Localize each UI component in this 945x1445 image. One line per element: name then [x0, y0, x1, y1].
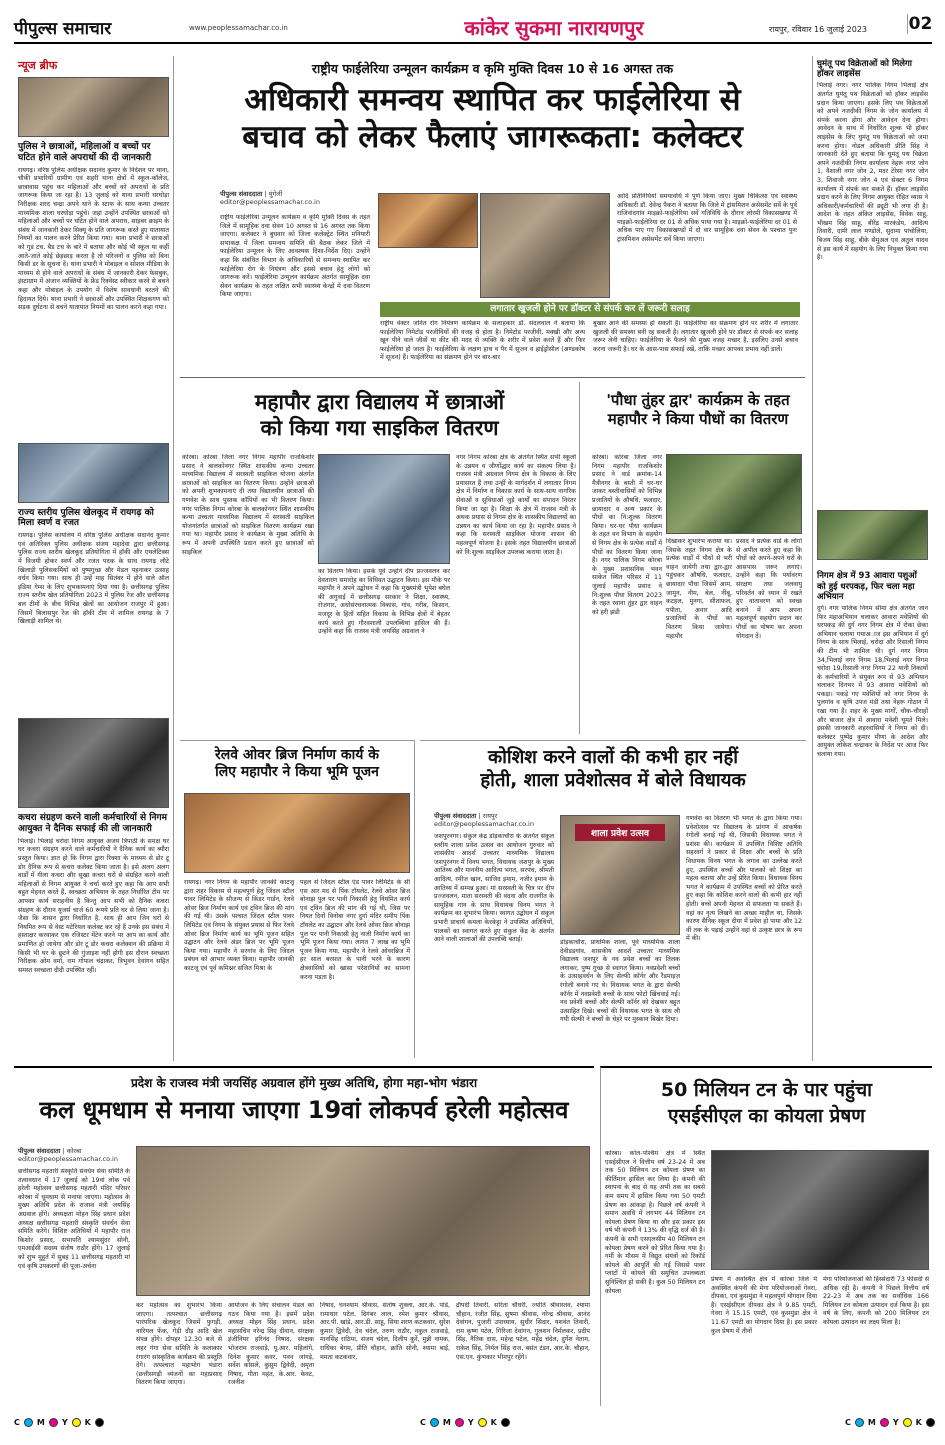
cmyk-y3: Y [892, 1418, 899, 1427]
right-photo-1 [817, 510, 928, 560]
lead-col1: राष्ट्रीय फाईलेरिया उन्मूलन कार्यक्रम व कृमि मुक्ति दिवस के तहत जिले में सामूहिक दवा सेवन 10 अगस्त से 16 अगस्त तक किया जाएगा। कलेक्टर ने बुधवार को जिला कलेक्ट्रेट स्थित मनियारी सभाकक्ष में जिला समन्वय समिति की बैठक लेकर जिले में फाईलेरिया उन्मूलन के लिए आवश्यक दिशा-निर्देश दिए। उन्होंने कहा कि संबंधित विभाग के अधिकारियों से समन्वय स्थापित कर फाईलेरिया रोग के नियंत्रण और इससे बचाव हेतु लोगों को जागरूक करें। फाईलेरिया उन्मूलन कार्यक्रम अंतर्गत सामूहिक दवा सेवन कार्यक्रम के तहत लक्षित सभी स्वास्थ्य केन्द्रों में दवा वितरण किया जाएगा। [220, 214, 370, 299]
cmyk-dot-y [72, 1418, 81, 1427]
story6-byline-email: editor@peoplessamachar.co.in [18, 1155, 118, 1163]
cmyk-dot-k [95, 1418, 104, 1427]
story7-col2: प्रेषण में अवस्थित क्षेत्र में कोरबा जिले में अवस्थित कंपनी की मेगा परियोजनाओं गेवरा, दीपका, एवं कुसमुंडा ने महत्वपूर्ण योगदान दिया है। एसईसीएल दीपका क्षेत्र ने 9.85 एमटी, गेवरा ने 15.15 एमटी, एवं कुसमुंडा क्षेत्र ने 11.67 एमटी का योगदान दिया है। इस प्रकार कुल प्रेषण में तीनों [711, 1276, 817, 1335]
story6-col3: आयोजन के लिए संचालन मंडल का गठन किया गया है। इसमें प्रदेश अध्यक्ष मोहन सिंह प्रधान, प्रदेश महासचिव नरेन्द्र सिंह दीवान, संरक्षक इंजीनियर हरिनंद निषाद, संरक्षक भोजराम राजवाड़े, यू.आर. महिलांगे, दिनेश कुमार कवर, पवन जांगड़े, सर्वेश कोसले, कुसुम द्विवेदी, अमृता निषाद, गीता महंत, के.आर. केवट, रजनीश [228, 1302, 314, 1387]
story5-byline: पीपुल्स संवाददाता | रायपुर editor@peoplessamachar.co.in [434, 811, 564, 828]
story7-headline-line1: 50 मिलियन टन के पार पहुंचा [660, 1079, 873, 1101]
cmyk-dot-c2 [430, 1418, 439, 1427]
story5-byline-name: पीपुल्स संवाददाता [434, 812, 477, 820]
story5-byline-email: editor@peoplessamachar.co.in [434, 820, 534, 828]
cmyk-dot-y2 [478, 1418, 487, 1427]
story3-headline-line1: 'पौधा तुंहर द्वार' कार्यक्रम के तहत [606, 391, 790, 409]
story2-col2: का वितरण किया। इसके पूर्व उन्होंने दीप प्रज्जवलन कर देवतारण समारोह का विधिवत उद्घाटन किया। इस मौके पर महापौर ने अपने उद्बोधन में कहा कि मुख्यमंत्री भूपेश बघेल की अगुवाई में छत्तीसगढ़ सरकार ने शिक्षा, स्वास्थ्य, रोजगार, अधोसंरचनात्मक विकास, गांव, गरीब, किसान, मजदूर के हितों सहित विकास के विभिन्न क्षेत्रों में बेहतर कार्य करते हुए गौरवशाली उपलब्धियां हासिल की हैं। उन्होंने कहा कि राजस्व मंत्री जयसिंह अग्रवाल ने [318, 568, 450, 636]
story7-col3: मेगा परियोजनाओं की हिस्सेदारी 73 फीसदी से अधिक रही है। कंपनी ने पिछले वित्तीय वर्ष 22-23 में अब तक का सर्वाधिक 166 मिलियन टन कोयला उत्पादन दर्ज किया है। इस वर्ष के लिए, कंपनी को 200 मिलियन टन कोयला उत्पादन का लक्ष्य मिला है। [823, 1276, 929, 1326]
cmyk-dot-k3 [926, 1418, 935, 1427]
story5-banner: शाला प्रवेश उत्सव [575, 824, 665, 841]
story6-col4: निषाद, घनश्याम श्रीवास, संतोष शुक्ला, आर.के. पांडे, रामाधार पटेल, दिगंबर लाल, रमेश कुमार श्रीवास, आर.पी. खांडे, आर.डी. साहू, सिया शरण कटकवार, सुरेश कुमार द्विवेदी, देव चंदेल, तरुण राठौर, नकुल राजवाड़े, मानसिंह राठिया, संजय चंदेल, दिलीप कुर्रे, मुन्नी नायक, राधिका बेगम, प्रीति चौहान, क्रांति सोनी, श्यामा बाई, ममता कटकवार, [320, 1302, 450, 1361]
story7-photo [711, 1150, 929, 1270]
right-item1-body: भिलाई नगर। नगर पालिक निगम भिलाई क्षेत्र अंतर्गत घुमंतू पथ विक्रेताओं को हॉकर लाइसेंस प्रदान किया जाएगा। इसके लिए पथ विक्रेताओं को अपने नजदीकी निगम के जोन कार्यालय में संपर्क करना होगा और आवेदन देना होगा। आवेदन के साथ में निर्धारित शुल्क भी हॉकर लाइसेंस के लिए घुमंतू पथ विक्रेताओं को जमा करना होगा। नोडल अधिकारी प्रीति सिंह ने जानकारी देते हुए बताया कि घुमंतू पथ विक्रेता अपने नजदीकी निगम कार्यालय नेहरू नगर जोन 1, वैशाली नगर जोन 2, मदर टेरेसा नगर जोन 3, शिवाजी नगर जोन 4 एवं सेक्टर 6 निगम कार्यालय में संपर्क कर सकते हैं। हॉकर लाइसेंस प्रदान करने के लिए निगम आयुक्त रोहित व्यास ने अधिकारी/कर्मचारियों की ड्यूटी भी लगा दी है। आदेश के तहत अंकित लाइसेंस, विवेक साहू, भीखम सिंह साहू, बीरेंद्र मारकंडेय, आदित्य तिवारी, दामी लाल मण्डोले, सुदामा पांचोलिया, बिजय सिंह साहू, बीके सेमुअल एवं अतुल यादव से इस कार्य में सहयोग के लिए नियुक्त किया गया है। [817, 82, 928, 262]
story5-col3: गणवेश का वितरण भी भगत के द्वारा किया गया। प्रवेशोत्सव पर विद्यालय के प्रांगण में आकर्षक रंगोली बनाई गई थी, जिसकी विधायक भगत ने प्रशंसा की। कार्यक्रम में उपस्थित विशिष्ट अतिथि सहरवर्ग ने प्रकार से शिक्षा और बच्चों के प्रति विधायक विनय भगत के लगाव का उल्लेख करते हुए, उपस्थित बच्चों और पालकों को शिक्षा का महत्व बताया और उन्हें प्रेरित किया। विधायक विनय भगत ने कार्यक्रम में उपस्थित बच्चों को प्रेरित करते हुए कहा कि कोशिश करने वालों की कभी हार नहीं होती। बच्चे अपनी मेहनत से सफलता पा सकते हैं। वहां का नृत्य लिखने का अच्छा माहौल था, जिसके कारण सैनिक स्कूल दीया में प्रवेश हो पाया और 12 वीं तक के पढ़ाई उन्होंने वहां से उत्कृष्ट छात्र के रूप में की। [686, 815, 802, 943]
story5-col2: डोड़काचौरा, प्राथमिक शाला, पूर्व माध्यमिक शाला देवीडडगांव, शासकीय आदर्श उच्चतर माध्यमिक विद्यालय जशपुर के नव प्रवेश बच्चों का तिलक लगाकर, पुष्प गुच्छ से स्वागत किया। नवप्रवेशी बच्चों के उत्साहवर्धन के लिए सेल्फी कॉर्नर और रैंडमाइज़ रंगोली बनाये गए थे। विधायक भगत के द्वारा सेल्फी कॉर्नर में नवप्रवेशी बच्चों के साथ फोटो खिंचवाई गई। नव प्रवेशी बच्चों और सेल्फी कॉर्नर को देखकर बहुत उत्साहित दिखे। बच्चों की विधायक भगत के साथ ली गयी सेल्फी ने बच्चों के चेहरे पर मुस्कान बिखेर दिया। [560, 939, 680, 1024]
story5-col1: जशपुरनगर। संकुल केंद्र डोड़काचौरा के अंतर्गत संकुल स्तरीय शाला प्रवेश उत्सव का आयोजन गुरुवार को शासकीय आदर्श उच्चतर माध्यमिक विद्यालय जशपुरनगर में विनय भगत, विधायक जशपुर के मुख्य आतिथ्य और माननीय आदित्य भगत, सरपंच, श्रीमती आदित्य, रमीज खान, साजिद इमाम, नजीर इमाम के आतिथ्य में सम्पन्न हुआ। मां सरस्वती के चित्र पर दीप प्रज्जवलन, माता सरस्वती की वंदना और राजगीत के सामूहिक गान के साथ विधायक विनय भगत ने कार्यक्रम का शुभारंभ किया। स्वागत उद्बोधन में संकुल प्रभारी प्राचार्य कमला केरकेट्टा ने उपस्थित अतिथियों, पालकों का स्वागत करते हुए संकुल केंद्र के अंतर्गत आने वाली शालाओं की उपलब्धि बताई। [434, 833, 554, 944]
story5-byline-place: रायपुर [482, 812, 498, 820]
right-item1-headline: घुमंतू पथ विक्रेताओं को मिलेगा हॉकर लाइसेंस [817, 59, 913, 80]
story2-col3: नगर निगम कोरबा क्षेत्र के अंतर्गत स्थित सभी स्कूलों के उन्नयन व जीर्णोद्धार कार्य का संकल्प लिया है। राजस्व मंत्री अग्रवाल निगम क्षेत्र के विकास के लिए प्रयासरत हैं तथा उन्हीं के मार्गदर्शन में लगातार निगम क्षेत्र में निर्माण व विकास कार्य के साथ-साथ नागरिक सेवाओं व सुविधाओं जुड़े कार्यों का संपादन निरंतर किया जा रहा है। शिक्षा के क्षेत्र में राजस्व मंत्री के अथक प्रयास से निगम क्षेत्र के शासकीय विद्यालयों का उन्नयन का कार्य किया जा रहा है। महापौर प्रसाद ने कहा कि सरस्वती साइकिल योजना शासन की महत्वपूर्ण योजना है। इसके तहत विद्यालयीन छात्राओं को नि:शुल्क साइकिल उपलब्ध कराया जाता है। [456, 454, 576, 556]
story-railway-bridge [180, 740, 415, 1058]
story3-col1: कोरबा। कोरबा जिला नगर निगम महापौर राजकिशोर प्रसाद ने वार्ड क्रमांक-14 मैत्रीनगर के बस्ती में घर-घर जाकर बस्तीवासियों को विभिन्न प्रजातियों के औषधि, फलदार, छायादार व अन्य प्रकार के पौधों का नि:शुल्क वितरण किया। घर-घर पौधा कार्यक्रम के तहत वन विभाग के सहयोग से निगम क्षेत्र के प्रत्येक वार्डों में पौधों का वितरण किया जाना है। नगर पालिक निगम कोरबा के मुख्य प्रशासनिक भवन साकेत स्थित परिसर में 11 जुलाई महापौर प्रसाद ने नि:शुल्क पौधा वितरण 2023 के तहत रवाना तुंहर द्वार वाहन को हरी झंडी [592, 454, 662, 616]
story4-photo [184, 793, 410, 873]
cmyk-k2: K [490, 1418, 497, 1427]
news-brief-column [14, 56, 174, 1061]
story6-headline: कल धूमधाम से मनाया जाएगा 19वां लोकपर्व हरेली महोत्सव [39, 1096, 569, 1124]
right-item2-headline: निगम क्षेत्र में 93 आवारा पशुओं को हुई धरपकड़, फिर चला महा अभियान [817, 571, 917, 602]
page-number: 02 [908, 14, 933, 34]
story4-col2: पहल से जिंदल स्टील एंड पावर लिमिटेड के सी एस आर मद से पिंक टॉयलेट, रेलवे ओवर ब्रिज बोनाझ पुल पर पानी निकासी हेतु नियमित कार्य एवं ट्विन ब्रिज की मांग की गई थी, जिस पर नियत दिनों विनोबा नगर दुर्गा मंदिर समीप पिंक टॉयलेट का उद्घाटन और रेलवे ओवर ब्रिज बोनाझ पुल पर पानी निकासी हेतु नाली निर्माण कार्य का भूमि पूजन किया गया। लागत 7 लाख का भूमि पूजन किया गया, महापौर ने रेलवे ओवरब्रिज में हर साल बरसात के पानी भरने के कारण क्षेत्रवासियों को खासा परेशानियों का सामना करना पड़ता है। [300, 879, 410, 981]
brief-item3-body: भिलाई। भिलाई चरोदा निगम आयुक्त अजय त्रिपाठी के समक्ष घर घर कचरा संग्रहण करने वाले कर्मचारियों ने दैनिक कार्य का ब्यौरा प्रस्तुत किया। ज्ञात हो कि निगम द्वारा रिक्शा के माध्यम से डोर टू डोर दैनिक रूप से कचरा कलेक्ट किया जाता है। इसे अलग अलग वार्डों में गीला कचरा और सूखा कचरा घरों से संग्रहित करने वाली महिलाओं से निगम आयुक्त ने चर्चा करते हुए कहा कि आप सभी बहुत मेहनत करते हैं, स्वच्छता अभियान के तहत निर्धारित टीम पर आपका कार्य सराहनीय है किन्तु आप सभी को दैनिक कचरा संग्रहण के दौरान यूजर्स चार्ज 60 रूपये प्रति घर से लिया जाना है। जैसा कि शासन द्वारा निर्धारित है, साथ ही आप जिन घरों से नियमित रूप से वेस्ट मटेरियल कलेक्ट कर रहे हैं उनके इस संबंध में हस्ताक्षर करवाकर एक रजिस्टर मेंटेन करने पर आप का कार्य और प्रमाणित हो जायेगा और डोर टू डोर कचरा कलेक्शन की प्रक्रिया में किसी भी घर के छूटने की गुंजाइश नहीं होगी इस दौरान स्वच्छता निरीक्षक ओम वर्मा, राम गोपाल चंद्राकर, त्रिभुवन देवांगन सहित समस्त स्वच्छता दीदी उपस्थित रहीं। [18, 837, 169, 974]
cmyk-k: K [84, 1418, 91, 1427]
cmyk-y2: Y [467, 1418, 474, 1427]
story6-col1: छत्तीसगढ़ महतारी संस्कृति संवर्धन सेवा समिति के तत्वावधान में 17 जुलाई को 19वां लोक पर्व हरेली महोत्सव छत्तीसगढ़ महतारी मंदिर परिसर कोरबा में धूमधाम से मनाया जाएगा। महोत्सव के मुख्य अतिथि प्रदेश के राजस्व मंत्री जयसिंह अग्रवाल होंगे। अध्यक्षता मोहन सिंह प्रधान प्रदेश अध्यक्ष छत्तीसगढ़ महतारी संस्कृति संवर्धन सेवा समिति करेंगे। विशिष्ट अतिथियों में महापौर राज किशोर प्रसाद, सभापति श्यामसुंदर सोनी, एमआईसी सदस्य संतोष राठौर होंगे। 17 जुलाई को शुभ मुहूर्त में सुबह 11 छत्तीसगढ़ महतारी मां एवं कृषि उपकरणों की पूजा-अर्चना [18, 1168, 130, 1270]
story2-col1: कोरबा। कोरबा जिला नगर निगम महापौर राजकिशोर प्रसाद ने बालकोनगर स्थित शासकीय कन्या उच्चतर माध्यमिक विद्यालय में सरस्वती साइकिल योजना अंतर्गत छात्राओं को साइकिल का वितरण किया। उन्होंने छात्राओं को अपनी शुभकामनाएं दी तथा विद्यालयीन छात्राओं की गणवेश के साथ पुस्तक कॉपियों का भी वितरण किया। नगर पालिक निगम कोरबा के बालकोनगर स्थित शासकीय कन्या उच्चतर माध्यमिक विद्यालय में सरस्वती साइकिल योजनांतर्गत छात्राओं को साइकिल वितरण कार्यक्रम रखा गया था। महापौर प्रसाद ने कार्यक्रम के मुख्य अतिथि के रूप में अपनी उपस्थिति प्रदान करते हुए छात्राओं को साइकिल [182, 454, 314, 556]
story2-photo [318, 454, 450, 564]
story3-col2: दिखाकर शुभारंभ कराया था। जिसके तहत निगम क्षेत्र के प्रत्येक वार्डों में पौधों से भरी वाहन जायेगी तथा द्वार-द्वार पहुंचकर औषधि, फलदार, छायादार पौधा जिसमें आम, जामुन, नीम, बेल, नींबू, कटहल, मुनगा, सीताफल, पपीता, अनार आदि प्रजातियों के पौधों का वितरण किया जायेगा। महापौर [666, 538, 732, 640]
lead-headline-line1: अधिकारी समन्वय स्थापित कर फाईलेरिया से [244, 82, 741, 118]
lead-byline-place: मुंगेली [268, 190, 283, 198]
cmyk-marks-left [14, 1418, 104, 1427]
cmyk-dot-k2 [501, 1418, 510, 1427]
story6-kicker: प्रदेश के राजस्व मंत्री जयसिंह अग्रवाल होंगे मुख्य अतिथि, होगा महा-भोग भंडारा [130, 1076, 478, 1090]
brief-item3-headline: कचरा संग्रहण करने वाली कर्मचारियों से निगम आयुक्त ने दैनिक सफाई की ली जानकारी [18, 813, 168, 834]
story6-byline-place: कोरबा [66, 1147, 82, 1155]
cmyk-dot-c [24, 1418, 33, 1427]
cmyk-m3: M [867, 1418, 876, 1427]
story-cycle-distribution [180, 382, 580, 734]
lead-byline: पीपुल्स संवाददाता | मुंगेली editor@peoplessamachar.co.in [220, 189, 370, 206]
story-school-entry [420, 740, 806, 1058]
lead-sub-col2: बुखार आने की समस्या हो सकती है। फाईलेरिया का संक्रमण होने पर शरीर में लगातार खुजली की समस्या बनी रह सकती है। लगातार खुजली होने पर डॉक्टर से संपर्क कर सलाह जरूर लेनी चाहिए। फाईलेरिया के फैलने की मुख्य वजह मच्छर है, इसलिए उनसे बचाव करना जरूरी है। घर के आस-पास सफाई रखें, ताकि मच्छर आपका प्रभाव नहीं डालें। [593, 320, 798, 353]
cmyk-c2: C [420, 1418, 426, 1427]
right-item2-body: दुर्ग। नगर पालिक निगम सीमा क्षेत्र अंतर्गत जान फिर महाअभियान चलाकर आवारा मवेशियों की धरपकड़ की दुर्ग नगर निगम क्षेत्र में रोका छेका अभियान चलाया गयाअाज इस अभियान में दुर्ग निगम के साथ भिलाई, चरोदा और रिसाली निगम की टीम भी शामिल थी। दुर्ग नगर निगम 34,भिलाई नगर निगम 18,भिलाई नगर निगम चरोदा 19,रिसाली नगर निगम 22 यानी निकायों के कर्मचारियों ने संयुक्त रूप से 93 अभियान चलाकर दिनभर में 93 आवारा मवेशियों को पकड़ा। पकड़े गए मवेशियों को नगर निगम के पुलगांव व कृषि उपज मंडी तथा नेहरू गोठान में रखा गया है। शहर के मुख्य मार्गों, चौक-चौराहों और बाजार क्षेत्र में आवारा मवेशी घूमते मिले। इसकी जानकारी शहरवासियों ने निगम को दी। कलेक्टर पुष्पेंद्र कुमार मीणा के आदेश और आयुक्त लोकेश चन्द्राकर के निर्देश पर आज फिर चलाया गया। [817, 604, 928, 759]
story2-headline-line2: को किया गया साइकिल वितरण [260, 416, 499, 441]
story-secl-coal [600, 1066, 932, 1406]
story-hareli-festival [14, 1066, 594, 1406]
cmyk-c3: C [845, 1418, 851, 1427]
story5-photo [560, 815, 680, 935]
lead-headline-line2: बचाव को लेकर फैलाएं जागरूकता: कलेक्टर [242, 118, 743, 155]
brief-item1-body: रायगढ़। वरिष्ठ पुलिस अधीक्षक सदानंद कुमार के निर्देशन पर थाना, चौकी प्रभारियों ग्रामीण एवं शहरी थाना क्षेत्रों में स्कूल-कॉलेज, छात्रावास पहुंच कर महिलाओं और बच्चों को अपराधों के प्रति जागरूक किया जा रहा है। 13 जुलाई को थाना प्रभारी घरघोड़ा निरीक्षक शरद चन्द्रा अपने थाने के स्टाफ के साथ कन्या उच्चतर माध्यमिक शाला घरघोड़ा पहुंचे। जहां उन्होंने उपस्थित छात्राओं को महिलाओं और बच्चों पर घटित होने वाले अपराध, साइबर क्राइम के संबंध में जानकारी देकर सिक्यू के प्रति जागरूक करते हुए यातायात नियमों का पालन करने प्रेरित किया गया। थाना प्रभारी ने छात्राओं को गुड टच, बैड टच के बारे में बताया और कोई भी स्कूल या कहीं आते-जाते कोई छेड़छाड़ करता है तो परिजनों व पुलिस को बिना किसी डर के सूचना दें। थाना प्रभारी ने मोबाइल व सोशल मीडिया के माध्यम से होने वाले अपराधों के संबंध में जानकारी देकर फेसबुक, इंस्टाग्राम में अंजान व्यक्तियों के फ्रेंड रिक्वेस्ट स्वीकार करने से बचने कहा और मोबाइल के उपयोग में विशेष सावधानी बरतने की हिदायत दिये। थाना प्रभारी ने छात्राओं और उपस्थित शिक्षकगण को सड़क दुर्घटना से बचने यातायात नियमों का पालन करने कहा गया। [18, 166, 169, 312]
cmyk-dot-m [49, 1418, 58, 1427]
cmyk-dot-m3 [880, 1418, 889, 1427]
news-brief-tag: न्यूज ब्रीफ [18, 59, 58, 72]
cmyk-marks-right [845, 1418, 935, 1427]
newspaper-logo [14, 16, 184, 42]
logo-text: पीपुल्स समाचार [14, 19, 112, 39]
story3-photo [666, 454, 802, 534]
lead-photo-1 [378, 193, 478, 248]
story6-col2: कर महोत्सव का शुभारंभ किया जाएगा। तत्पश्चात छत्तीसगढ़ पारंपरिक खेलकूद जिसमें फुगड़ी, नारियल फेंक, गेड़ी दौड़ आदि खेल संपन्न होंगे। दोपहर 12.30 बजे से लहर गंगा सेवा समिति के कलाकार रंगारंग सांस्कृतिक कार्यक्रम की प्रस्तुति देंगे। तत्पश्चात महाभोग भंडारा (छत्तीसगढ़ी व्यंजनों का महाप्रसाद वितरण किया जाएगा। [136, 1302, 222, 1387]
story4-headline-line1: रेलवे ओवर ब्रिज निर्माण कार्य के [215, 747, 379, 763]
website-url: www.peoplessamachar.co.in [189, 24, 288, 32]
cmyk-m: M [36, 1418, 45, 1427]
story4-headline-line2: लिए महापौर ने किया भूमि पूजन [215, 764, 379, 781]
lead-byline-email: editor@peoplessamachar.co.in [220, 198, 320, 206]
story2-headline-line1: महापौर द्वारा विद्यालय में छात्राओं [254, 390, 505, 414]
brief-photo-3 [18, 718, 169, 808]
cmyk-marks-center [420, 1418, 510, 1427]
cmyk-k3: K [915, 1418, 922, 1427]
cmyk-m2: M [442, 1418, 451, 1427]
story5-headline-line2: होती, शाला प्रवेशोत्सव में बोले विधायक [480, 770, 746, 792]
lead-story [180, 56, 805, 378]
story-plant-distribution [590, 382, 806, 734]
edition-title [394, 14, 714, 41]
brief-item2-headline: राज्य स्तरीय पुलिस खेलकूद में रायगढ़ को मिला स्वर्ण व रजत [18, 507, 154, 529]
story3-col3: प्रसाद ने प्रत्येक वार्ड के लोगों से अपील करते हुए कहा कि पौधों को अपने-अपने घरों के आसपास जरूर लगाएं। उन्होंने कहा कि पर्यावरण संरक्षण तथा जलवायु परिवर्तन को ध्यान में रखते हुए वातावरण को स्वच्छ बनाने में आप अपना महत्वपूर्ण सहयोग प्रदान कर पौधों का पोषण कर अपना योगदान दें। [736, 538, 802, 640]
lead-col2: आदि प्रतिनिधियों समयावधि में पूर्ण किया जाए। मुख्य चिकित्सा एवं स्वास्थ्य अधिकारी डॉ. देवेन्द्र पैकरा ने बताया कि जिले में ट्रांसमिशन असेसमेंट सर्वे के पूर्व राजिनांदगांव माइक्रो-फाईलेरिया सर्वे गतिविधि के दौरान लोरमी विकासखण्ड में माइक्रो-फाईलेरिया दर 01 से अधिक पाया गया है। माइक्रो-फाईलेरिया दर 01 से अधिक पाए गए विकासखण्डों में दो वार सामूहिक दवा सेवन के पश्चात पुनः ट्रांसमिशन असेसमेंट सर्वे किया जाएगा। [617, 193, 797, 243]
cmyk-dot-m2 [455, 1418, 464, 1427]
story7-headline-line2: एसईसीएल का कोयला प्रेषण [667, 1104, 866, 1127]
brief-item1-headline: पुलिस ने छात्राओं, महिलाओं व बच्चों पर घटित होने वाले अपराधों की दी जानकारी [18, 142, 152, 163]
cmyk-dot-c3 [855, 1418, 864, 1427]
story6-byline: पीपुल्स संवाददाता | कोरबा editor@peoplessamachar.co.in [18, 1146, 136, 1163]
lead-sub-col1: राष्ट्रीय वेक्टर जनित रोग नियंत्रण कार्यक्रम के सलाहकार डॉ. संदलवाल ने बताया कि फाईलेरिया निमेटोड परजीवियों की वजह से होता है। निमेटोड परजीवी, मक्खी और अन्य खून पीने वाले जीवों या कीट की मदद से व्यक्ति के शरीर में प्रवेश करते हैं और फिर फाईलेरिया हो जाता है। फाईलेरिया के लक्षण हाथ व पैर में सूजन व हाईड्रोसील (अण्डकोष में सूजन) हैं। फाईलेरिया का संक्रमण होने पर बार-बार [380, 320, 585, 362]
story6-byline-name: पीपुल्स संवाददाता [18, 1147, 61, 1155]
lead-kicker: राष्ट्रीय फाईलेरिया उन्मूलन कार्यक्रम व कृमि मुक्ति दिवस 10 से 16 अगस्त तक [311, 61, 674, 76]
story7-col1: कोरबा। कोल-पश्चिम क्षेत्र में स्थित एसईसीएल ने वित्तीय वर्ष 23-24 में अब तक 50 मिलियन टन कोयला प्रेषण का कीर्तिमान हासिल कर लिया है। कंपनी की स्थापना के बाद से यह अभी तक का सबसे कम समय में हासिल किया गया 50 एमटी प्रेषण का आंकड़ा है। पिछले वर्ष कंपनी ने समान अवधि में लगभग 44 मिलियन टन कोयला प्रेषण किया था और इस प्रकार इस वर्ष भी कंपनी ने 13% की वृद्धि दर्ज की है। कंपनी के सभी एसएलसीम 40 मिलियन टन कोयला प्रेषण करने को प्रेरित किया गया है। गर्मी के मौसम में विद्युत संयंत्रों को रिकॉर्ड कोयले की आपूर्ति की गई जिससे पावर प्लांटों में कोयले की समुचित उपलब्धता सुनिश्चित हो सकी है। कुल 50 मिलियन टन कोयला [605, 1150, 705, 1295]
edition-title-text: कांकेर सुकमा नारायणपुर [464, 16, 644, 40]
story6-group-photo [136, 1146, 590, 1296]
brief-photo-2 [18, 443, 169, 503]
cmyk-dot-y3 [903, 1418, 912, 1427]
date-line: रायपुर, रविवार 16 जुलाई 2023 [769, 25, 867, 34]
lead-subhead-bar: लगातार खुजली होने पर डॉक्टर से संपर्क कर लें जरूरी सलाह [380, 302, 800, 317]
story6-col5: द्रौपदी तिवारी, सरिता चौधरी, ज्योति श्रीवास्तव, श्यामा चौहान, रंजीत सिंह, सुषमा श्रीवास, नरेन्द्र श्रीवास, आनंद देवांगन, पुजारी उपाध्याय, सुधीर सिदार, यशवंत तिवारी, राम कृष्ण पटेल, गिरिजा देवांगन, गुलशन निर्मलकर, प्रदीप सिंह, नैतिक दास, महेन्द्र पटेल, महेंद्र चंदेल, दुर्गेश नेताम, राकेश सिंह, निर्मल सिंह राज, बसंत टंडन, आर.के. चौहान, एस.एन. कुंभकार भीमपुर रहेंगे। [456, 1302, 590, 1361]
masthead [14, 14, 932, 44]
lead-photo-2 [480, 193, 610, 298]
brief-photo-1 [18, 77, 169, 137]
story4-col1: रायगढ़। नगर निगम के महापौर जानकी काटजू द्वारा शहर विकास से महत्वपूर्ण हेतु जिंदल स्टील पावर लिमिटेड के सौजन्य से किंडर गार्डन, रेलवे ओवर ब्रिज निर्माण कार्य एवं ट्विन ब्रिज की मांग की गई थी। उसके पश्चात जिंदल स्टील पावर लिमिटेड एवं निगम के संयुक्त प्रयास से फिर रेलवे ओवर ब्रिज निर्माण कार्य का भूमि पूजन सहित उद्घाटन और रेलवे अंडर ब्रिज पर भूमि पूजन किया गया। महापौर ने सरगांव के लिए जिंदल प्रबंधन को आभार व्यक्त किया। महापौर जानकी काटजू एवं पूर्व कमिश्नर संजित मिश्रा के [184, 879, 294, 972]
right-column [812, 56, 932, 1061]
lead-byline-name: पीपुल्स संवाददाता [220, 190, 263, 198]
story5-headline-line1: कोशिश करने वालों की कभी हार नहीं [487, 747, 739, 768]
cmyk-y: Y [61, 1418, 68, 1427]
cmyk-c: C [14, 1418, 20, 1427]
story3-headline-line2: महापौर ने किया पौधों का वितरण [607, 410, 789, 429]
brief-item2-body: रायगढ़। पुलिस कार्यालय में वरिष्ठ पुलिस अधीक्षक सदानंद कुमार एवं अतिरिक्त पुलिस अधीक्षक संजय महादेवा द्वारा छत्तीसगढ़ पुलिस राज्य स्तरीय खेलकूद प्रतियोगिता में हॉकी और एथलेटिक्स में विजयी होकर स्वर्ण और रजत पदक के साथ रायगढ़ लौटे खिलाड़ी पुलिसकर्मियों को पुष्पगुच्छ और मेडल पहनाकर उत्साह वर्धन किया गया। साथ ही उन्हें माह सितंबर में होने वाले ऑल इंडिया गेम्स के लिए शुभकामनाएं दिया गया है। छत्तीसगढ़ पुलिस राज्य स्तरीय खेल प्रतियोगिता 2023 में पुलिस रेंज और छत्तीसगढ़ बल टीमों के बीच विभिन्न खेलों का आयोजन राजपुर में हुआ। जिसमें बिलासपुर रेंज की हॉकी टीम में शामिल रायगढ़ के 7 खिलाड़ी शामिल थे। [18, 532, 169, 626]
